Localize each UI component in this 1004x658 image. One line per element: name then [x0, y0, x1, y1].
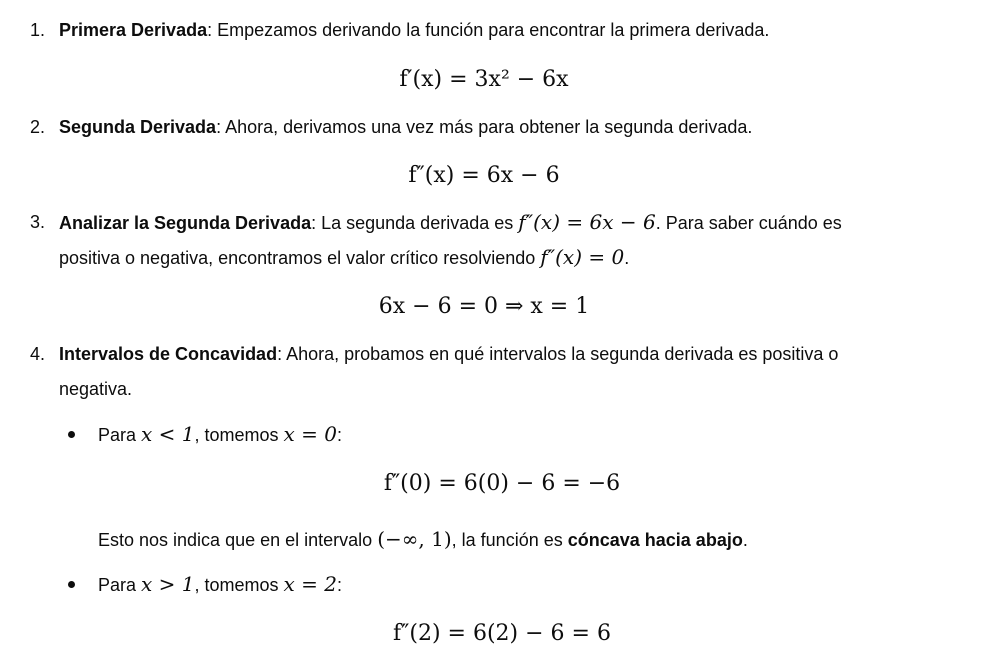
step-1-number: 1.	[30, 20, 46, 40]
bullet-2-value: x = 2	[283, 572, 338, 596]
step-3-title: Analizar la Segunda Derivada	[59, 213, 312, 233]
step-2-number: 2.	[30, 117, 46, 137]
step-2-formula: f″(x) = 6x − 6	[408, 163, 560, 188]
bullet-2-end: :	[337, 575, 343, 595]
step-4-number: 4.	[30, 344, 46, 364]
step-3-inline-formula-b: f″(x) = 0	[540, 245, 625, 269]
step-4-title: Intervalos de Concavidad	[59, 344, 278, 364]
bullet-2-condition: x > 1	[141, 572, 195, 596]
step-4-text-b: negativa.	[59, 379, 133, 399]
step-3-number: 3.	[30, 212, 46, 232]
bullet-1-dot	[68, 431, 75, 438]
bullet-1-mid: , tomemos	[194, 425, 284, 445]
bullet-1-value: x = 0	[283, 422, 338, 446]
step-1-formula: f′(x) = 3x² − 6x	[399, 67, 569, 92]
bullet-2-formula: f″(2) = 6(2) − 6 = 6	[393, 621, 611, 646]
step-3-text-d: .	[624, 248, 630, 268]
bullet-1-note-c: .	[742, 530, 748, 550]
bullet-1-note-interval: (−∞, 1)	[377, 527, 452, 551]
bullet-1-end: :	[337, 425, 343, 445]
bullet-1-note-a: Esto nos indica que en el intervalo	[98, 530, 378, 550]
bullet-1-note-bold: cóncava hacia abajo	[567, 530, 743, 550]
step-3-formula: 6x − 6 = 0 ⇒ x = 1	[378, 294, 590, 319]
bullet-1-lead: Para	[98, 425, 142, 445]
step-1-title: Primera Derivada	[59, 20, 208, 40]
bullet-2-dot	[68, 581, 75, 588]
step-4-text-a: : Ahora, probamos en qué intervalos la segunda derivada es positiva o	[277, 344, 839, 364]
bullet-2-lead: Para	[98, 575, 142, 595]
step-3-text-c: positiva o negativa, encontramos el valor crítico resolviendo	[59, 248, 541, 268]
bullet-2-mid: , tomemos	[194, 575, 284, 595]
bullet-1-note-b: , la función es	[451, 530, 568, 550]
step-3-inline-formula-a: f″(x) = 6x − 6	[518, 210, 656, 234]
step-3-text-a: : La segunda derivada es	[311, 213, 519, 233]
step-2-title: Segunda Derivada	[59, 117, 217, 137]
bullet-1-formula: f″(0) = 6(0) − 6 = −6	[383, 471, 621, 496]
step-2-text: : Ahora, derivamos una vez más para obtener la segunda derivada.	[216, 117, 753, 137]
step-1-text: : Empezamos derivando la función para encontrar la primera derivada.	[207, 20, 770, 40]
step-3-text-b: . Para saber cuándo es	[655, 213, 842, 233]
bullet-1-condition: x < 1	[141, 422, 195, 446]
